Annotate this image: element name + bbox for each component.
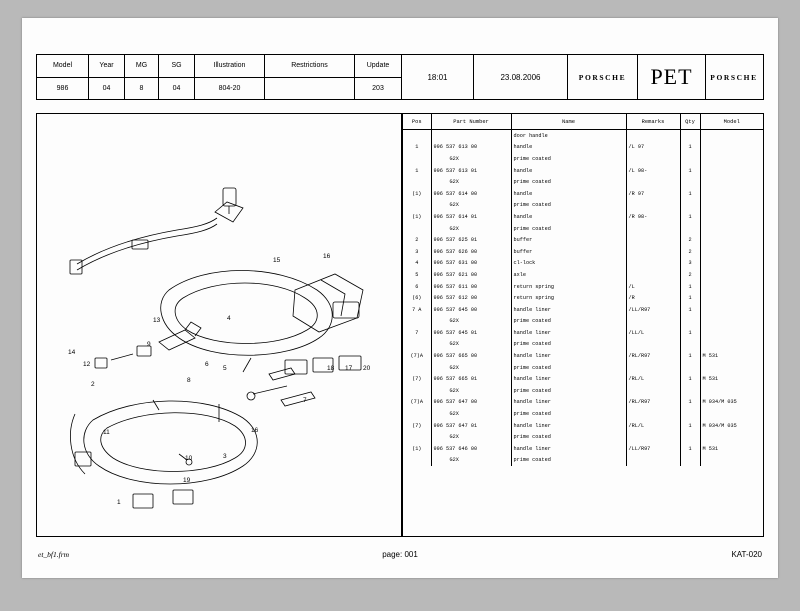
col-header-part-number: Part Number bbox=[431, 114, 511, 130]
cell-name: return spring bbox=[511, 281, 626, 293]
cell-model bbox=[700, 292, 763, 304]
cell-model bbox=[700, 176, 763, 188]
cell-name: prime coated bbox=[511, 455, 626, 467]
cell-part-number: 996 537 626 00 bbox=[431, 246, 511, 258]
porsche-wordmark-right: PORSCHE bbox=[710, 72, 758, 82]
cell-qty bbox=[680, 130, 700, 142]
cell-pos: 1 bbox=[403, 142, 431, 154]
table-row[interactable] bbox=[403, 327, 763, 339]
cell-pos: (7) bbox=[403, 373, 431, 385]
svg-text:4: 4 bbox=[227, 315, 231, 322]
table-row[interactable] bbox=[403, 142, 763, 154]
document-sheet bbox=[22, 18, 778, 578]
parts-table-panel bbox=[402, 113, 764, 537]
cell-name: prime coated bbox=[511, 408, 626, 420]
cell-part-number: G2X bbox=[431, 455, 511, 467]
table-row[interactable] bbox=[403, 269, 763, 281]
table-row[interactable] bbox=[403, 188, 763, 200]
cell-qty: 1 bbox=[680, 211, 700, 223]
cell-model bbox=[700, 327, 763, 339]
cell-part-number: 996 537 645 00 bbox=[431, 304, 511, 316]
cell-qty bbox=[680, 176, 700, 188]
table-row[interactable] bbox=[403, 234, 763, 246]
header-label-illustration: Illustration bbox=[195, 55, 264, 78]
cell-part-number: G2X bbox=[431, 339, 511, 351]
cell-model bbox=[700, 223, 763, 235]
cell-name: handle liner bbox=[511, 304, 626, 316]
cell-remarks: /LL/R97 bbox=[626, 443, 680, 455]
cell-pos bbox=[403, 176, 431, 188]
svg-text:1: 1 bbox=[117, 499, 121, 506]
cell-part-number: 996 537 614 00 bbox=[431, 188, 511, 200]
svg-text:16: 16 bbox=[251, 427, 259, 434]
table-row[interactable] bbox=[403, 350, 763, 362]
cell-pos: 6 bbox=[403, 281, 431, 293]
cell-remarks bbox=[626, 153, 680, 165]
table-row[interactable] bbox=[403, 211, 763, 223]
cell-part-number: G2X bbox=[431, 316, 511, 328]
cell-name: handle bbox=[511, 211, 626, 223]
cell-model bbox=[700, 362, 763, 374]
cell-part-number: 996 537 612 00 bbox=[431, 292, 511, 304]
header-cell-update bbox=[355, 55, 401, 99]
cell-pos: (7)A bbox=[403, 397, 431, 409]
cell-pos bbox=[403, 362, 431, 374]
cell-part-number: G2X bbox=[431, 153, 511, 165]
cell-model bbox=[700, 153, 763, 165]
cell-part-number: G2X bbox=[431, 200, 511, 212]
table-row[interactable] bbox=[403, 292, 763, 304]
cell-name: prime coated bbox=[511, 200, 626, 212]
cell-model bbox=[700, 130, 763, 142]
cell-model bbox=[700, 316, 763, 328]
cell-qty: 1 bbox=[680, 373, 700, 385]
cell-pos: (7)A bbox=[403, 350, 431, 362]
cell-remarks: /RL/R97 bbox=[626, 397, 680, 409]
cell-model: M 034/M 035 bbox=[702, 422, 737, 429]
cell-remarks bbox=[626, 269, 680, 281]
table-row[interactable] bbox=[403, 223, 763, 235]
svg-text:2: 2 bbox=[91, 381, 95, 388]
table-row[interactable] bbox=[403, 258, 763, 270]
cell-name: prime coated bbox=[511, 362, 626, 374]
porsche-logo-left bbox=[568, 55, 638, 99]
cell-model bbox=[700, 281, 763, 293]
cell-model bbox=[700, 385, 763, 397]
cell-model bbox=[700, 234, 763, 246]
cell-name: handle liner bbox=[511, 420, 626, 432]
diagram-callout-numbers bbox=[68, 253, 371, 506]
cell-qty bbox=[680, 223, 700, 235]
cell-name: prime coated bbox=[511, 339, 626, 351]
cell-name: handle bbox=[511, 142, 626, 154]
cell-model bbox=[700, 455, 763, 467]
cell-remarks bbox=[626, 258, 680, 270]
table-row[interactable] bbox=[403, 397, 763, 409]
cell-qty: 1 bbox=[680, 281, 700, 293]
col-header-name: Name bbox=[511, 114, 626, 130]
cell-pos bbox=[403, 455, 431, 467]
cell-pos: (1) bbox=[403, 211, 431, 223]
cell-name: prime coated bbox=[511, 153, 626, 165]
header-label-model: Model bbox=[37, 55, 88, 78]
cell-pos bbox=[403, 408, 431, 420]
svg-text:10: 10 bbox=[185, 455, 193, 462]
cell-remarks: /LL/R97 bbox=[626, 304, 680, 316]
cell-part-number bbox=[431, 130, 511, 142]
cell-name: handle liner bbox=[511, 443, 626, 455]
footer-file-name: et_bf1.frm bbox=[38, 550, 70, 559]
cell-qty: 3 bbox=[680, 258, 700, 270]
cell-model bbox=[700, 339, 763, 351]
cell-pos bbox=[403, 223, 431, 235]
svg-text:19: 19 bbox=[183, 477, 191, 484]
cell-name: handle liner bbox=[511, 373, 626, 385]
svg-text:6: 6 bbox=[205, 361, 209, 368]
cell-model: M 531 bbox=[702, 376, 719, 383]
cell-pos: (1) bbox=[403, 188, 431, 200]
table-row[interactable] bbox=[403, 431, 763, 443]
header-value-restrictions bbox=[265, 78, 354, 100]
cell-qty bbox=[680, 362, 700, 374]
cell-model bbox=[700, 211, 763, 223]
cell-remarks: /RL/L bbox=[626, 373, 680, 385]
col-header-pos: Pos bbox=[403, 114, 431, 130]
cell-model bbox=[700, 269, 763, 281]
col-header-model: Model bbox=[700, 114, 763, 130]
cell-qty: 1 bbox=[680, 142, 700, 154]
cell-part-number: 996 537 614 01 bbox=[431, 211, 511, 223]
cell-name: handle bbox=[511, 165, 626, 177]
cell-remarks: /L 97 bbox=[626, 142, 680, 154]
cell-qty: 1 bbox=[680, 188, 700, 200]
cell-pos bbox=[403, 339, 431, 351]
header-value-year: 04 bbox=[102, 84, 111, 92]
header-cell-model bbox=[37, 55, 89, 99]
svg-text:9: 9 bbox=[147, 341, 151, 348]
cell-pos: 1 bbox=[403, 165, 431, 177]
parts-table bbox=[403, 114, 763, 466]
cell-part-number: G2X bbox=[431, 431, 511, 443]
table-row[interactable] bbox=[403, 420, 763, 432]
cell-qty: 2 bbox=[680, 246, 700, 258]
header-cell-restrictions bbox=[265, 55, 355, 99]
footer-page-number: page: 001 bbox=[382, 550, 418, 559]
svg-text:3: 3 bbox=[223, 453, 227, 460]
svg-text:20: 20 bbox=[363, 365, 371, 372]
door-handle-diagram bbox=[37, 114, 401, 536]
header-value-mg: 8 bbox=[139, 84, 144, 92]
illustration-panel bbox=[36, 113, 402, 537]
cell-pos: (7) bbox=[403, 420, 431, 432]
table-row[interactable] bbox=[403, 373, 763, 385]
table-row[interactable] bbox=[403, 362, 763, 374]
cell-name: handle bbox=[511, 188, 626, 200]
cell-qty bbox=[680, 316, 700, 328]
parts-table-body bbox=[403, 130, 763, 467]
header-value-sg: 04 bbox=[172, 84, 181, 92]
cell-part-number: 996 537 665 00 bbox=[431, 350, 511, 362]
cell-model bbox=[700, 246, 763, 258]
cell-part-number: 996 537 631 00 bbox=[431, 258, 511, 270]
table-row[interactable] bbox=[403, 304, 763, 316]
cell-remarks: /L 98- bbox=[626, 165, 680, 177]
svg-text:7: 7 bbox=[303, 397, 307, 404]
cell-remarks bbox=[626, 455, 680, 467]
table-row[interactable] bbox=[403, 200, 763, 212]
cell-remarks bbox=[626, 176, 680, 188]
cell-part-number: 996 537 645 01 bbox=[431, 327, 511, 339]
cell-name: prime coated bbox=[511, 385, 626, 397]
cell-remarks: /L bbox=[626, 281, 680, 293]
cell-remarks bbox=[626, 246, 680, 258]
header-label-restrictions: Restrictions bbox=[265, 55, 354, 78]
cell-model bbox=[700, 165, 763, 177]
header-title-band bbox=[402, 54, 764, 100]
cell-remarks bbox=[626, 385, 680, 397]
cell-pos bbox=[403, 200, 431, 212]
cell-qty bbox=[680, 431, 700, 443]
cell-name: return spring bbox=[511, 292, 626, 304]
svg-text:8: 8 bbox=[187, 377, 191, 384]
cell-pos: 7 bbox=[403, 327, 431, 339]
cell-name: door handle bbox=[511, 130, 626, 142]
cell-pos: (1) bbox=[403, 443, 431, 455]
cell-name: prime coated bbox=[511, 316, 626, 328]
cell-name: axle bbox=[511, 269, 626, 281]
cell-pos: 2 bbox=[403, 234, 431, 246]
header-cell-year bbox=[89, 55, 125, 99]
cell-part-number: 996 537 621 00 bbox=[431, 269, 511, 281]
cell-remarks bbox=[626, 431, 680, 443]
header-label-mg: MG bbox=[125, 55, 158, 78]
header-cell-mg bbox=[125, 55, 159, 99]
table-row[interactable] bbox=[403, 316, 763, 328]
cell-qty: 1 bbox=[680, 420, 700, 432]
cell-model bbox=[700, 200, 763, 212]
cell-remarks: /R 97 bbox=[626, 188, 680, 200]
cell-remarks: /RL/L bbox=[626, 420, 680, 432]
cell-model: M 034/M 035 bbox=[702, 399, 737, 406]
cell-pos: 5 bbox=[403, 269, 431, 281]
cell-part-number: G2X bbox=[431, 408, 511, 420]
cell-part-number: G2X bbox=[431, 176, 511, 188]
cell-remarks bbox=[626, 130, 680, 142]
cell-qty bbox=[680, 153, 700, 165]
cell-name: handle liner bbox=[511, 327, 626, 339]
cell-model bbox=[700, 431, 763, 443]
cell-remarks bbox=[626, 223, 680, 235]
table-row[interactable] bbox=[403, 246, 763, 258]
cell-name: buffer bbox=[511, 234, 626, 246]
cell-name: handle liner bbox=[511, 350, 626, 362]
cell-pos bbox=[403, 153, 431, 165]
cell-part-number: G2X bbox=[431, 385, 511, 397]
header-label-update: Update bbox=[355, 55, 401, 78]
cell-qty: 1 bbox=[680, 350, 700, 362]
cell-part-number: G2X bbox=[431, 362, 511, 374]
cell-remarks bbox=[626, 362, 680, 374]
cell-pos: 4 bbox=[403, 258, 431, 270]
header-cell-sg bbox=[159, 55, 195, 99]
header-label-sg: SG bbox=[159, 55, 194, 78]
table-row[interactable] bbox=[403, 153, 763, 165]
col-header-qty: Qty bbox=[680, 114, 700, 130]
cell-part-number: 996 537 647 01 bbox=[431, 420, 511, 432]
table-row[interactable] bbox=[403, 339, 763, 351]
table-row[interactable] bbox=[403, 443, 763, 455]
cell-qty: 1 bbox=[680, 304, 700, 316]
cell-part-number: 996 537 625 01 bbox=[431, 234, 511, 246]
table-row[interactable] bbox=[403, 165, 763, 177]
header-value-update: 203 bbox=[372, 84, 384, 92]
header-time: 18:01 bbox=[402, 55, 474, 99]
svg-text:13: 13 bbox=[153, 317, 161, 324]
cell-name: prime coated bbox=[511, 176, 626, 188]
porsche-wordmark-left: PORSCHE bbox=[578, 72, 627, 82]
cell-qty: 2 bbox=[680, 234, 700, 246]
cell-pos: 7 A bbox=[403, 304, 431, 316]
svg-text:12: 12 bbox=[83, 361, 91, 368]
cell-qty: 2 bbox=[680, 269, 700, 281]
header-info-table bbox=[36, 54, 402, 100]
app-title-text: PET bbox=[650, 64, 693, 89]
svg-text:18: 18 bbox=[327, 365, 335, 372]
svg-text:17: 17 bbox=[345, 365, 353, 372]
cell-name: handle liner bbox=[511, 397, 626, 409]
cell-model: M 531 bbox=[702, 353, 719, 360]
table-row[interactable] bbox=[403, 130, 763, 142]
cell-qty bbox=[680, 339, 700, 351]
cell-part-number: 996 537 611 00 bbox=[431, 281, 511, 293]
header-value-illustration: 804-20 bbox=[218, 84, 241, 92]
porsche-logo-right bbox=[706, 55, 762, 99]
header-value-model: 986 bbox=[56, 84, 69, 92]
cell-remarks bbox=[626, 408, 680, 420]
cell-model: M 531 bbox=[702, 445, 719, 452]
cell-remarks bbox=[626, 234, 680, 246]
cell-pos: (6) bbox=[403, 292, 431, 304]
app-title bbox=[638, 55, 706, 99]
cell-model bbox=[700, 304, 763, 316]
cell-name: buffer bbox=[511, 246, 626, 258]
footer-catalog-code: KAT-020 bbox=[731, 550, 762, 559]
cell-remarks: /RL/R97 bbox=[626, 350, 680, 362]
cell-remarks: /LL/L bbox=[626, 327, 680, 339]
cell-qty: 1 bbox=[680, 327, 700, 339]
svg-text:5: 5 bbox=[223, 365, 227, 372]
svg-text:14: 14 bbox=[68, 349, 76, 356]
header-cell-illustration bbox=[195, 55, 265, 99]
cell-name: prime coated bbox=[511, 223, 626, 235]
cell-qty: 1 bbox=[680, 397, 700, 409]
cell-qty bbox=[680, 408, 700, 420]
cell-pos bbox=[403, 385, 431, 397]
cell-qty bbox=[680, 385, 700, 397]
parts-table-header-row bbox=[403, 114, 763, 130]
cell-qty bbox=[680, 455, 700, 467]
cell-part-number: 996 537 646 00 bbox=[431, 443, 511, 455]
cell-remarks bbox=[626, 200, 680, 212]
col-header-remarks: Remarks bbox=[626, 114, 680, 130]
cell-part-number: G2X bbox=[431, 223, 511, 235]
cell-pos bbox=[403, 431, 431, 443]
cell-pos bbox=[403, 130, 431, 142]
cell-qty bbox=[680, 200, 700, 212]
cell-remarks: /R 98- bbox=[626, 211, 680, 223]
cell-qty: 1 bbox=[680, 292, 700, 304]
cell-name: prime coated bbox=[511, 431, 626, 443]
table-row[interactable] bbox=[403, 281, 763, 293]
cell-qty: 1 bbox=[680, 165, 700, 177]
table-row[interactable] bbox=[403, 176, 763, 188]
cell-remarks bbox=[626, 316, 680, 328]
header-label-year: Year bbox=[89, 55, 124, 78]
svg-text:15: 15 bbox=[273, 257, 281, 264]
cell-part-number: 996 537 613 00 bbox=[431, 142, 511, 154]
cell-qty: 1 bbox=[680, 443, 700, 455]
svg-text:11: 11 bbox=[103, 429, 110, 436]
table-row[interactable] bbox=[403, 455, 763, 467]
cell-model bbox=[700, 188, 763, 200]
cell-pos bbox=[403, 316, 431, 328]
cell-part-number: 996 537 647 00 bbox=[431, 397, 511, 409]
cell-remarks: /R bbox=[626, 292, 680, 304]
cell-model bbox=[700, 142, 763, 154]
cell-pos: 3 bbox=[403, 246, 431, 258]
table-row[interactable] bbox=[403, 385, 763, 397]
svg-text:16: 16 bbox=[323, 253, 331, 260]
cell-model bbox=[700, 258, 763, 270]
cell-part-number: 996 537 665 01 bbox=[431, 373, 511, 385]
cell-remarks bbox=[626, 339, 680, 351]
header-date: 23.08.2006 bbox=[474, 55, 568, 99]
cell-model bbox=[700, 408, 763, 420]
cell-name: cl-lock bbox=[511, 258, 626, 270]
cell-part-number: 996 537 613 01 bbox=[431, 165, 511, 177]
table-row[interactable] bbox=[403, 408, 763, 420]
